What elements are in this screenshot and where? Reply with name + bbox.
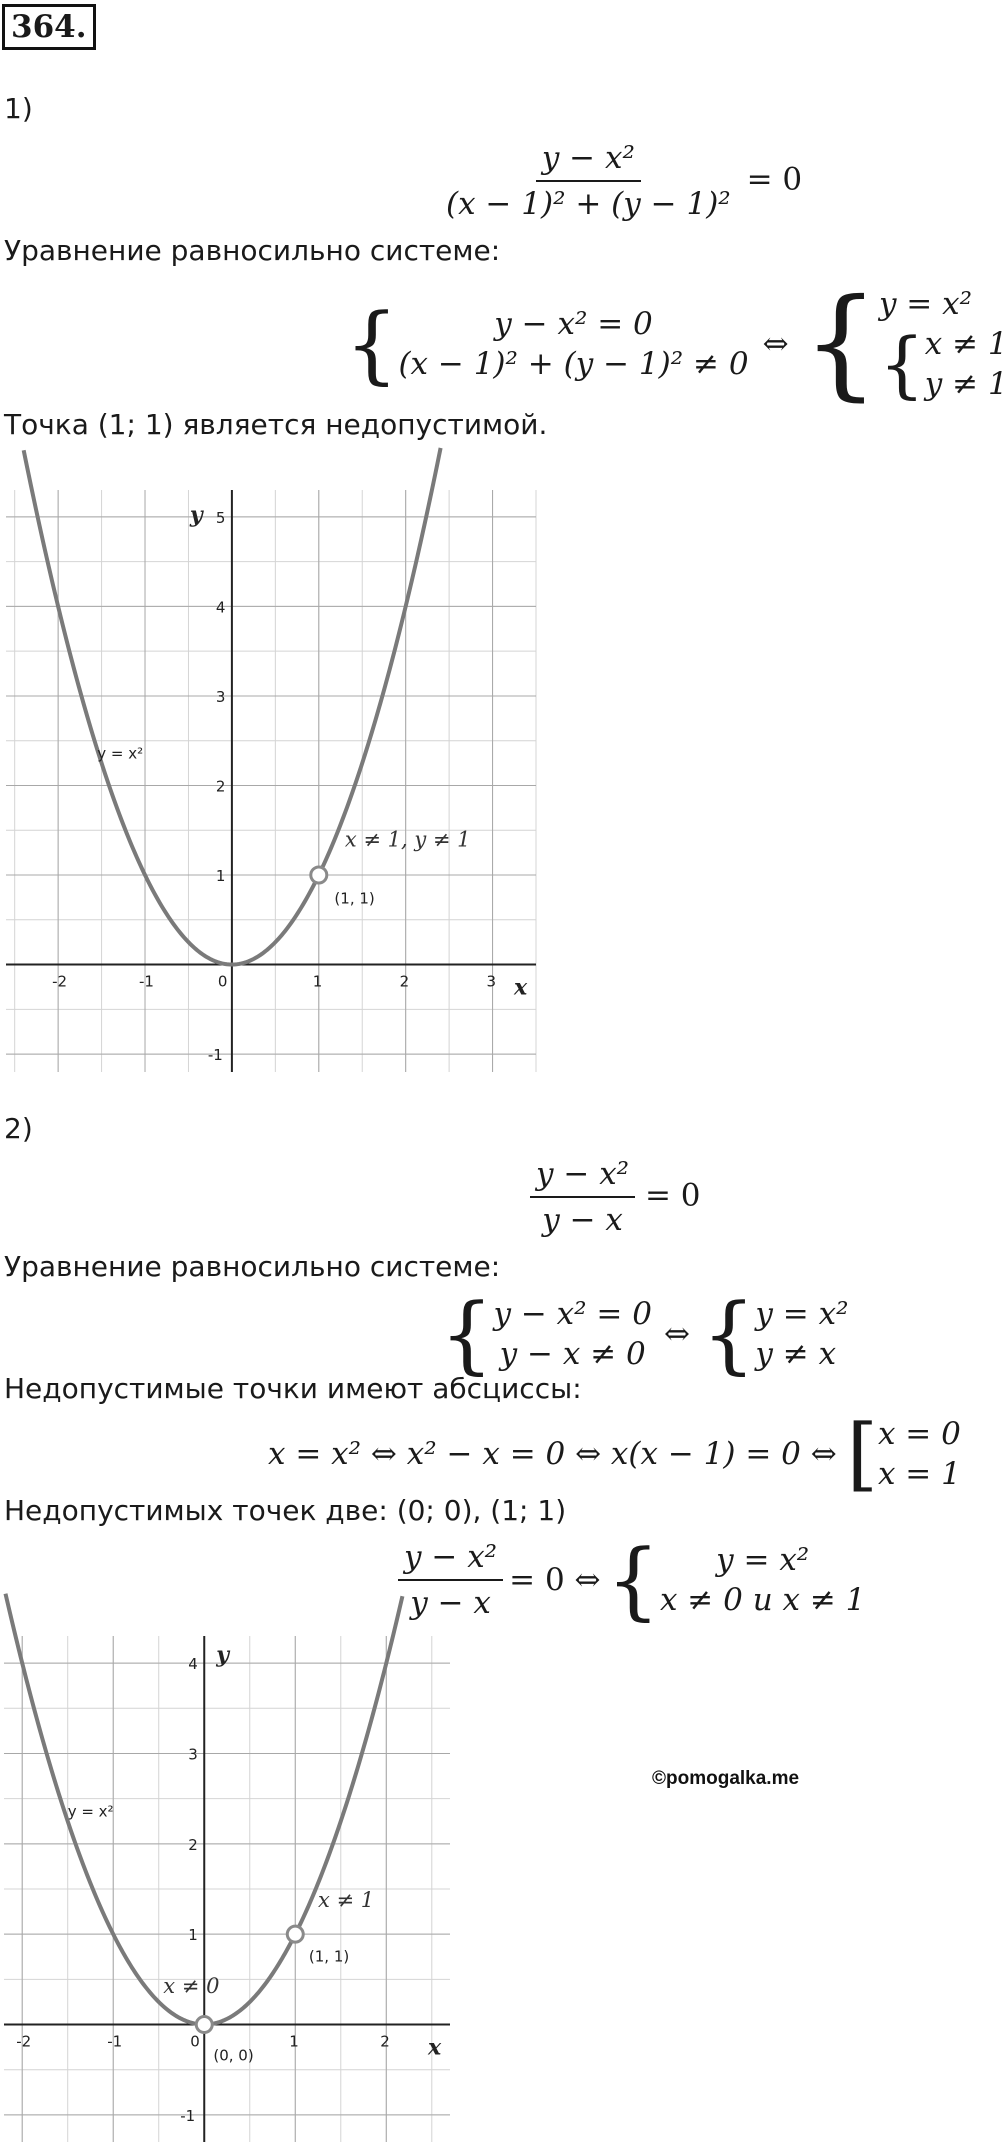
exclusion-note: x ≠ 1, y ≠ 1 [344,827,471,852]
y-tick-label: 2 [188,1835,198,1854]
abscissa-values [878,1414,961,1494]
part1-system-right [879,284,1008,404]
x-tick-label: 0 [190,2032,200,2051]
y-tick-label: 4 [188,1655,198,1674]
y-tick-label: 2 [215,777,226,796]
part2-equation [530,1156,701,1238]
y-tick-label: -1 [180,2106,196,2125]
part2-label: 2) [4,1112,33,1145]
point-label-1: (1, 1) [308,1947,350,1966]
excluded-point [311,867,327,883]
y-tick-label: 3 [215,687,226,706]
exclusion-note-1: x ≠ 1 [318,1888,375,1913]
excluded-point [287,1926,303,1942]
part1-system [345,274,1008,413]
x-tick-label: 1 [312,972,323,991]
left-brace: { [345,295,399,393]
left-brace: { [440,1285,494,1383]
part2-numerator: y − x² [530,1156,635,1198]
part2-rhs: = 0 [644,1177,701,1214]
x-tick-label: 0 [217,972,228,991]
abscissa-value: x = 1 [877,1456,961,1492]
final-denominator: y − x [410,1585,491,1621]
part1-system-left [398,304,748,384]
square-bracket: [ [846,1407,878,1500]
part2-system-right [755,1294,848,1374]
system-row: y ≠ x [755,1336,837,1372]
system-row: (x − 1)² + (y − 1)² ≠ 0 [398,346,749,382]
problem-number: 364. [2,4,96,50]
part2-system-left [493,1294,652,1374]
part1-system-text: Уравнение равносильно системе: [4,234,501,267]
part2-abscissa-text: Недопустимые точки имеют абсциссы: [4,1372,582,1405]
graph-1 [6,490,536,1072]
system-row: y − x ≠ 0 [499,1336,646,1372]
final-rhs: = 0 ⇔ [509,1562,601,1598]
y-tick-label: 1 [188,1926,198,1945]
part2-denominator: y − x [542,1202,623,1238]
abscissa-value: x = 0 [877,1416,961,1452]
system-row: y − x² = 0 [494,306,653,342]
exclusion-note-0: x ≠ 0 [163,1973,220,1998]
part2-abscissa-equation [268,1407,961,1500]
curve-label: y = x² [97,744,144,763]
y-axis-label: y [189,502,203,528]
system-row: x ≠ 1 [924,326,1008,362]
y-tick-label: 3 [188,1745,198,1764]
final-brace: { [606,1531,660,1629]
y-tick-label: 5 [215,508,226,527]
abscissa-chain: x = x² ⇔ x² − x = 0 ⇔ x(x − 1) = 0 ⇔ [268,1436,837,1472]
x-axis-label: x [514,974,528,1001]
part1-equation [440,140,802,222]
system-row: y = x² [716,1542,810,1578]
system-row: y = x² [878,286,973,322]
final-numerator: y − x² [398,1539,503,1581]
right-brace: { [701,1285,756,1383]
system-row: y ≠ 1 [924,366,1008,402]
x-tick-label: -1 [139,972,154,991]
right-brace: { [802,274,879,413]
part2-two-points-text: Недопустимых точек две: (0; 0), (1; 1) [4,1494,567,1527]
part1-rhs: = 0 [746,161,803,198]
x-tick-label: -1 [107,2032,123,2051]
part2-system [440,1285,849,1383]
x-tick-label: 1 [289,2032,299,2051]
system-row: y − x² = 0 [493,1296,652,1332]
y-tick-label: 4 [215,598,226,617]
point-label: (1, 1) [334,889,375,908]
y-tick-label: 1 [215,867,226,886]
x-tick-label: -2 [16,2032,32,2051]
part1-point-text: Точка (1; 1) является недопустимой. [4,408,548,441]
excluded-point [196,2017,212,2033]
x-tick-label: 2 [380,2032,390,2051]
part1-denominator: (x − 1)² + (y − 1)² [446,186,731,222]
final-system [660,1540,865,1620]
point-label-0: (0, 0) [213,2046,254,2065]
system-row: y = x² [755,1296,849,1332]
system-row: x ≠ 0 и x ≠ 1 [659,1582,866,1618]
curve-label: y = x² [67,1802,114,1821]
y-axis-label: y [216,1642,230,1668]
x-tick-label: 3 [486,972,497,991]
part2-system-text: Уравнение равносильно системе: [4,1250,501,1283]
iff-symbol: ⇔ [762,326,789,362]
part2-final-equation [398,1531,866,1629]
x-axis-label: x [428,2034,442,2061]
nested-brace: { [878,322,925,406]
part1-numerator: y − x² [536,140,641,182]
x-tick-label: -2 [52,972,68,991]
x-tick-label: 2 [399,972,410,991]
watermark: ©pomogalka.me [652,1768,800,1789]
y-tick-label: -1 [207,1046,223,1065]
part1-label: 1) [4,92,33,125]
iff-symbol: ⇔ [663,1316,690,1352]
graph-2 [4,1636,450,2142]
